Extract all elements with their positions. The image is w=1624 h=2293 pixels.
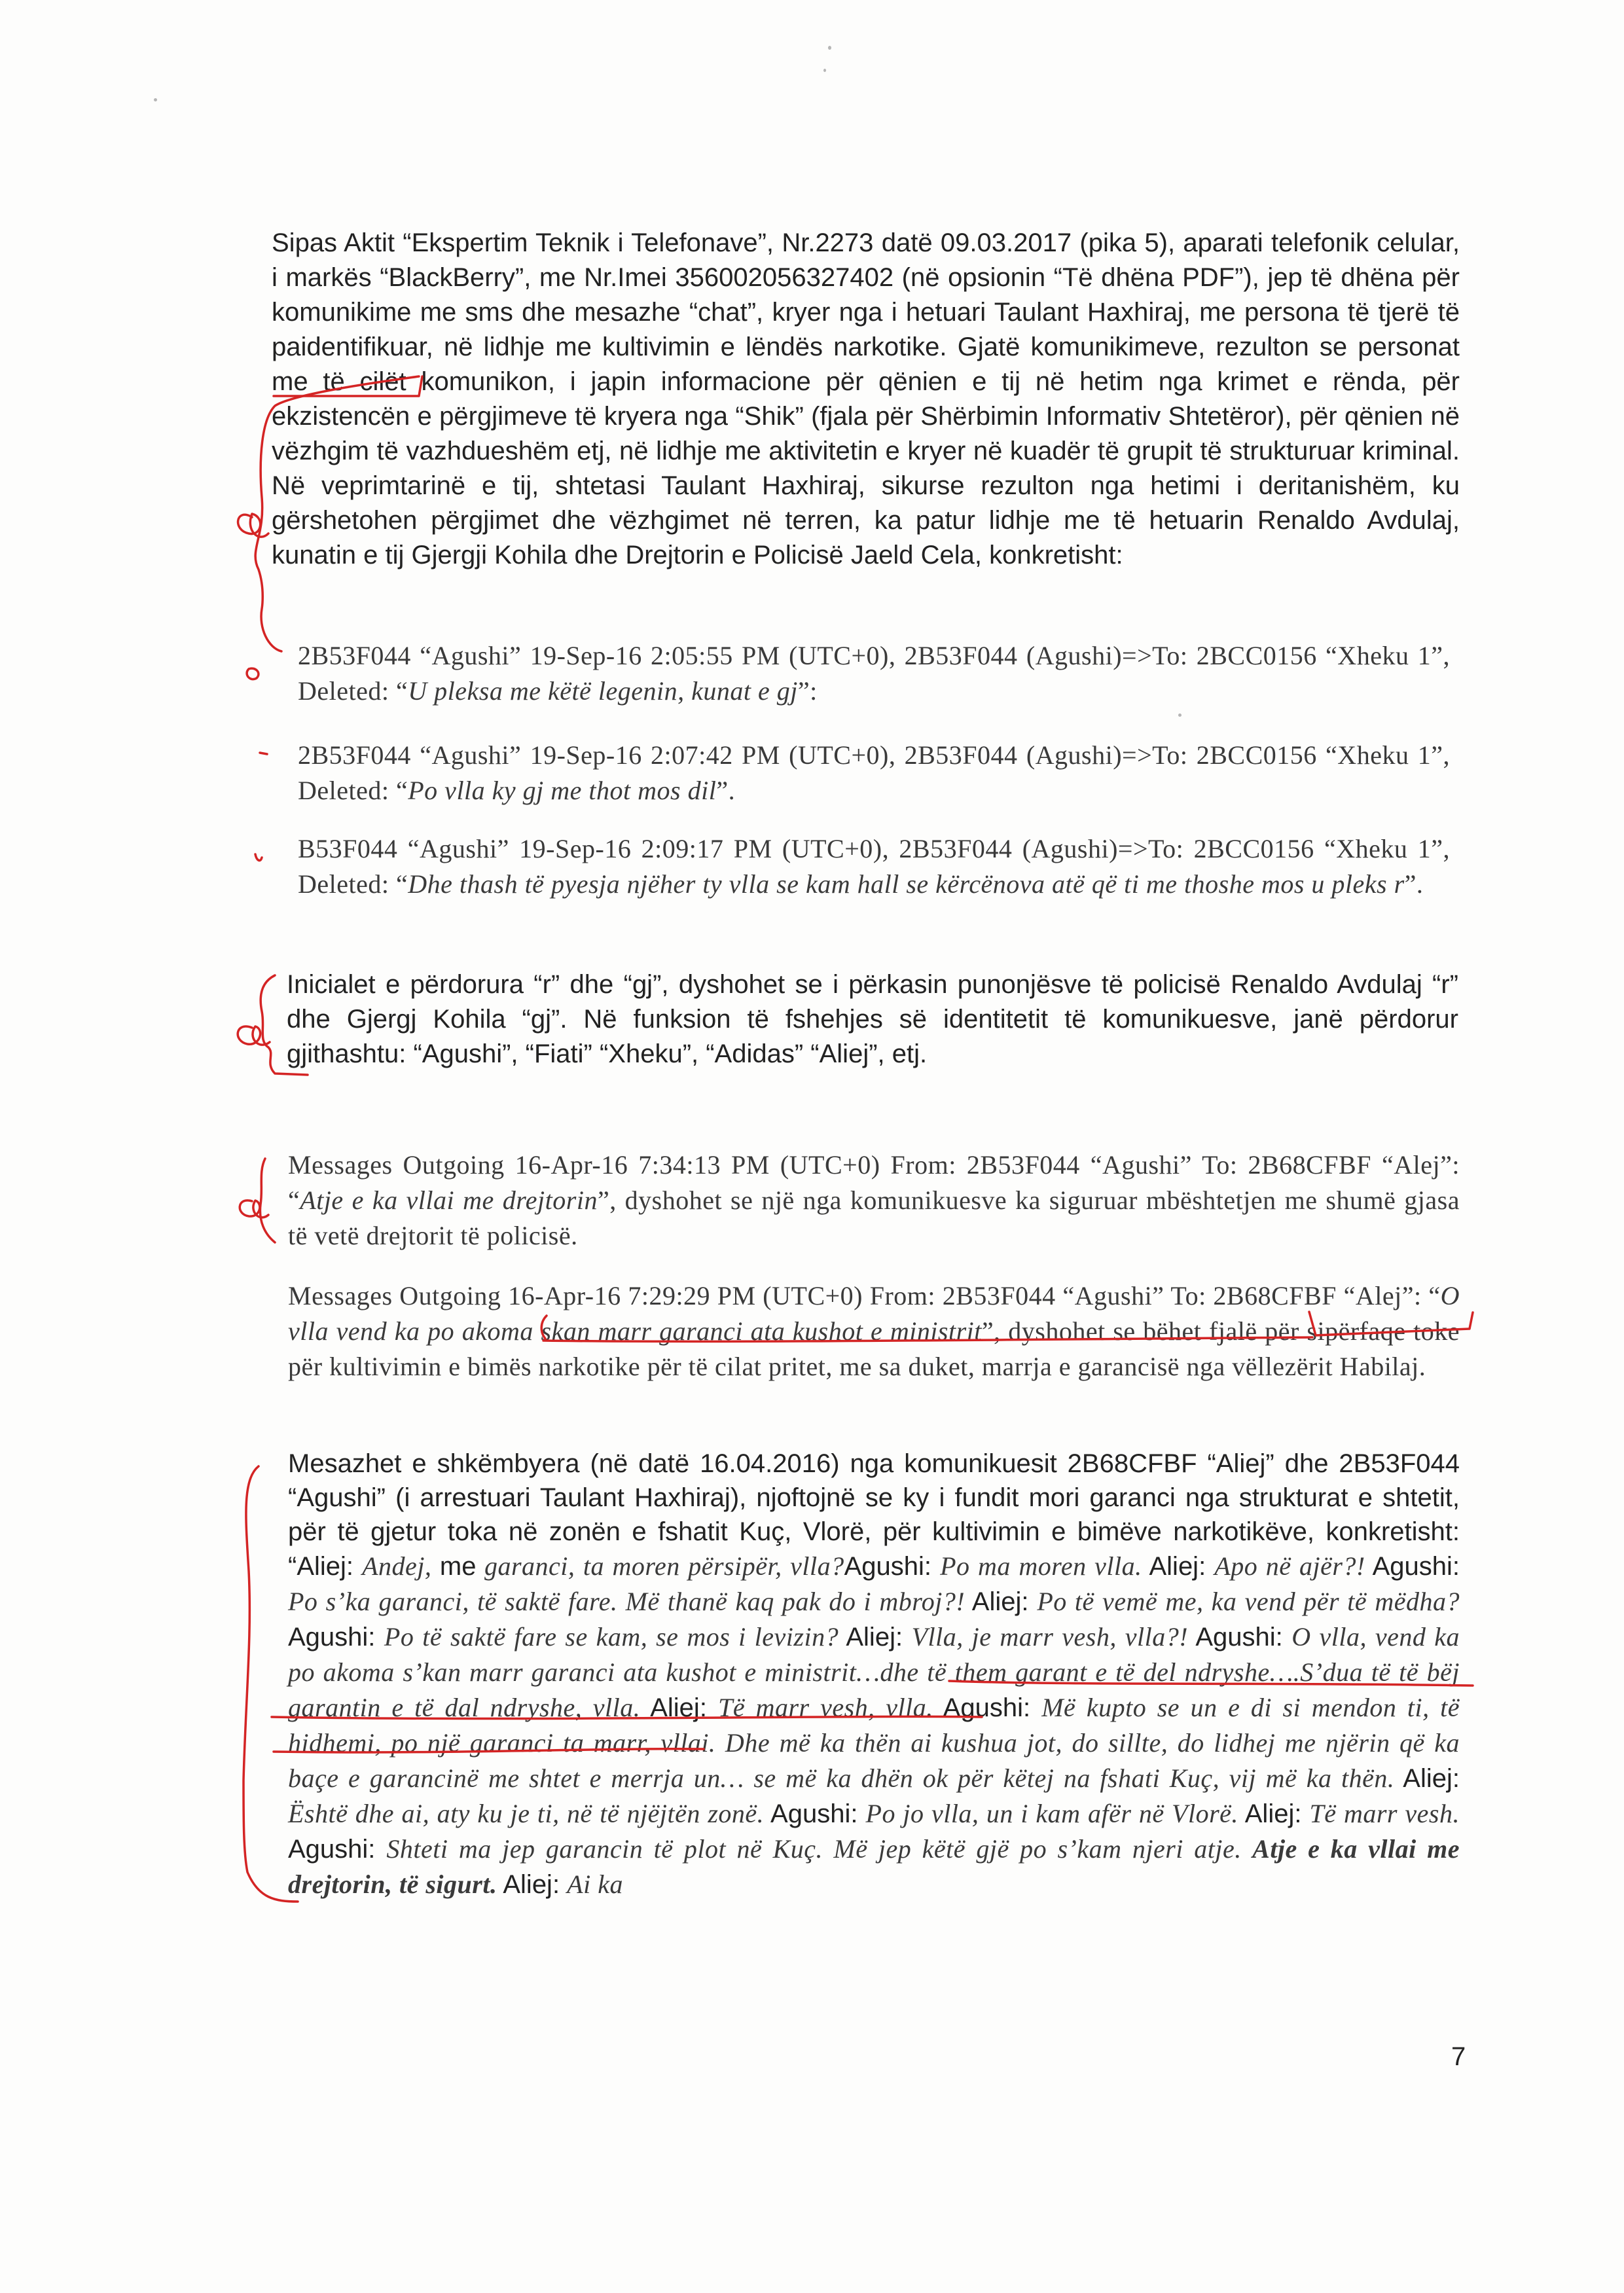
quote-segment: Të marr vesh. — [1309, 1799, 1460, 1828]
message-entry-2 — [298, 738, 1450, 808]
quote-segment: Po të saktë fare se kam, se mos i levizin? — [384, 1622, 839, 1652]
paragraph-initials — [287, 967, 1458, 1072]
message-quote: O vlla vend ka po akoma skan marr garanci ata kushot e ministrit — [288, 1281, 1460, 1346]
speaker-label: Agushi: — [288, 1835, 387, 1864]
message-quote: Po vlla ky gj me thot mos dil — [408, 776, 717, 805]
quote-segment-bold: Atje e ka vllai me drejtorin, të sigurt. — [288, 1834, 1460, 1899]
quote-segment: Po jo vlla, un i kam afër në Vlorë. — [865, 1799, 1238, 1828]
message-entry-5 — [288, 1278, 1460, 1384]
quote-segment: Të marr vesh, vlla. — [718, 1693, 933, 1722]
speaker-label: Aliej: — [1142, 1552, 1215, 1581]
quote-segment: garanci, ta moren përsipër, vlla? — [476, 1551, 844, 1581]
quote-segment: Vlla, je marr vesh, vlla?! — [911, 1622, 1189, 1652]
quote-segment: Shteti ma jep garancin të plot në Kuç. Më jep këtë gjë po s’kam njeri atje. — [386, 1834, 1253, 1864]
message-header: Messages Outgoing 16-Apr-16 7:34:13 PM (UTC+0) From: 2B53F044 “Agushi” To: 2B68CFBF “Alej”: “ — [288, 1150, 1460, 1215]
quote-segment: Është dhe ai, aty ku je ti, në të njëjtën zonë. — [288, 1799, 765, 1828]
message-tail: ”. — [1404, 869, 1424, 899]
paragraph-intro — [272, 226, 1460, 573]
scan-speck — [823, 69, 826, 72]
margin-mark-paragraph-2 — [238, 1026, 270, 1045]
message-header: B53F044 “Agushi” 19-Sep-16 2:09:17 PM (UTC+0), 2B53F044 (Agushi)=>To: 2BCC0156 “Xheku 1”, Deleted: “ — [298, 834, 1450, 899]
speaker-label: Aliej: — [1238, 1799, 1310, 1828]
quote-segment: Ai ka — [567, 1869, 623, 1899]
scan-speck — [828, 46, 831, 50]
message-quote: Dhe thash të pyesja njëher ty vlla se kam hall se kërcënova atë që ti me thoshe mos u pleks r — [408, 869, 1405, 899]
quote-segment: O vlla, vend ka po akoma s’kan marr garanci ata kushot e ministrit…dhe të them garant e të del ndryshe….S’dua të të bëj garantin e të dal ndryshe, vlla. — [288, 1622, 1460, 1722]
paragraph-lead: Mesazhet e shkëmbyera (në datë 16.04.2016) nga komunikuesit 2B68CFBF “Aliej” dhe 2B53F044 “Agushi” (i arrestuari Taulant Haxhiraj), njoftojnë se ky i fundit mori garanci nga strukturat e shtetit, për të gjetur toka në zonën e fshatit Kuç, Vlorë, për kultivimin e bimëve narkotikëve, konkretisht: “Aliej: — [288, 1449, 1460, 1581]
quote-segment: Më kupto se un e di si mendon ti, të hidhemi, po një garanci ta marr, vllai. Dhe më ka thën ai kushua jot, do sillte, do lidhej me njërin që ka baçe e garancinë me shtet e merrja un… se më ka dhën ok për këtej na fshati Kuç, vij më ka thën. — [288, 1693, 1460, 1793]
message-header: 2B53F044 “Agushi” 19-Sep-16 2:07:42 PM (UTC+0), 2B53F044 (Agushi)=>To: 2BCC0156 “Xheku 1”, Deleted: “ — [298, 740, 1450, 805]
paragraph-exchanged-messages — [288, 1447, 1460, 1902]
message-tail: ”, dyshohet se një nga komunikuesve ka siguruar mbështetjen me shumë gjasa të vetë drejtorit të policisë. — [288, 1185, 1460, 1250]
speaker-label: Agushi: — [1188, 1623, 1292, 1652]
message-quote: Atje e ka vllai me drejtorin — [300, 1185, 598, 1215]
quote-segment: me — [439, 1552, 477, 1581]
message-entry-1 — [298, 638, 1450, 709]
scan-speck — [154, 98, 157, 101]
quote-segment: Po ma moren vlla. — [940, 1551, 1142, 1581]
message-tail: ”: — [797, 676, 818, 706]
quote-segment: Po të vemë me, ka vend për të mëdha? — [1037, 1587, 1460, 1616]
speaker-label: Agushi: — [764, 1799, 866, 1828]
speaker-label: Agushi: — [933, 1693, 1042, 1722]
paragraph-intro-text: Sipas Aktit “Ekspertim Teknik i Telefonave”, Nr.2273 datë 09.03.2017 (pika 5), aparati telefonik celular, i markës “BlackBerry”, me Nr.Imei 356002056327402 (në opsionin “Të dhëna PDF”), jep të dhëna për komunikime me sms dhe mesazhe “chat”, kryer nga i hetuari Taulant Haxhiraj, me persona të tjerë të paidentifikuar, në lidhje me kultivimin e lëndës narkotike. Gjatë komunikimeve, rezulton se personat me të cilët komunikon, i japin informacione për qënien e tij në hetim nga krimet e rënda, për ekzistencën e përgjimeve të kryera nga “Shik” (fjala për Shërbimin Informativ Shtetëror), për qënien në vëzhgim të vazhdueshëm etj, në lidhje me aktivitetin e kryer në kuadër të grupit të strukturuar kriminal. Në veprimtarinë e tij, shtetasi Taulant Haxhiraj, sikurse rezulton nga hetimi i deritanishëm, ku gërshetohen përgjimet dhe vëzhgimet në terren, ka patur lidhje me të hetuarin Renaldo Avdulaj, kunatin e tij Gjergji Kohila dhe Drejtorin e Policisë Jaeld Cela, konkretisht: — [272, 228, 1460, 569]
message-header: 2B53F044 “Agushi” 19-Sep-16 2:05:55 PM (UTC+0), 2B53F044 (Agushi)=>To: 2BCC0156 “Xheku 1”, Deleted: “ — [298, 641, 1450, 706]
speaker-label: Aliej: — [640, 1693, 719, 1722]
message-entry-3 — [298, 831, 1450, 902]
speaker-label: Aliej: — [497, 1870, 568, 1899]
speaker-label: Agushi: — [288, 1623, 384, 1652]
speaker-label: Aliej: — [839, 1623, 912, 1652]
quote-segment: Po s’ka garanci, të saktë fare. Më thanë kaq pak do i mbroj?! — [288, 1587, 965, 1616]
margin-mark-message-1 — [247, 668, 259, 679]
quote-segment: Apo në ajër?! — [1214, 1551, 1365, 1581]
speaker-label: Aliej: — [1394, 1764, 1460, 1793]
margin-mark-message-2 — [260, 753, 267, 754]
speaker-label: Aliej: — [965, 1587, 1038, 1616]
paragraph-initials-text: Inicialet e përdorura “r” dhe “gj”, dyshohet se i përkasin punonjësve të policisë Renaldo Avdulaj “r” dhe Gjergj Kohila “gj”. Në funksion të fshehjes së identitetit të komunikuesve, janë përdorur gjithashtu: “Agushi”, “Fiati” “Xheku”, “Adidas” “Aliej”, etj. — [287, 970, 1458, 1068]
scan-speck — [1178, 713, 1182, 717]
message-tail: ”. — [716, 776, 736, 805]
speaker-label: Agushi: — [844, 1552, 941, 1581]
message-entry-4 — [288, 1147, 1460, 1254]
speaker-label: Agushi: — [1365, 1552, 1460, 1581]
margin-mark-paragraph-1 — [238, 514, 268, 537]
quote-segment: Andej, — [362, 1551, 440, 1581]
margin-mark-message-3 — [255, 854, 262, 861]
margin-mark-message-4 — [240, 1201, 268, 1218]
bracket-message-4 — [260, 1159, 275, 1242]
page-number: 7 — [1451, 2042, 1466, 2071]
message-header: Messages Outgoing 16-Apr-16 7:29:29 PM (UTC+0) From: 2B53F044 “Agushi” To: 2B68CFBF “Alej”: “ — [288, 1281, 1441, 1310]
message-quote: U pleksa me këtë legenin, kunat e gj — [408, 676, 798, 706]
message-tail: ”, dyshohet se bëhet fjalë për sipërfaqe toke për kultivimin e bimës narkotike për të cilat pritet, me sa duket, marrja e garancisë nga vëllezërit Habilaj. — [288, 1316, 1460, 1381]
